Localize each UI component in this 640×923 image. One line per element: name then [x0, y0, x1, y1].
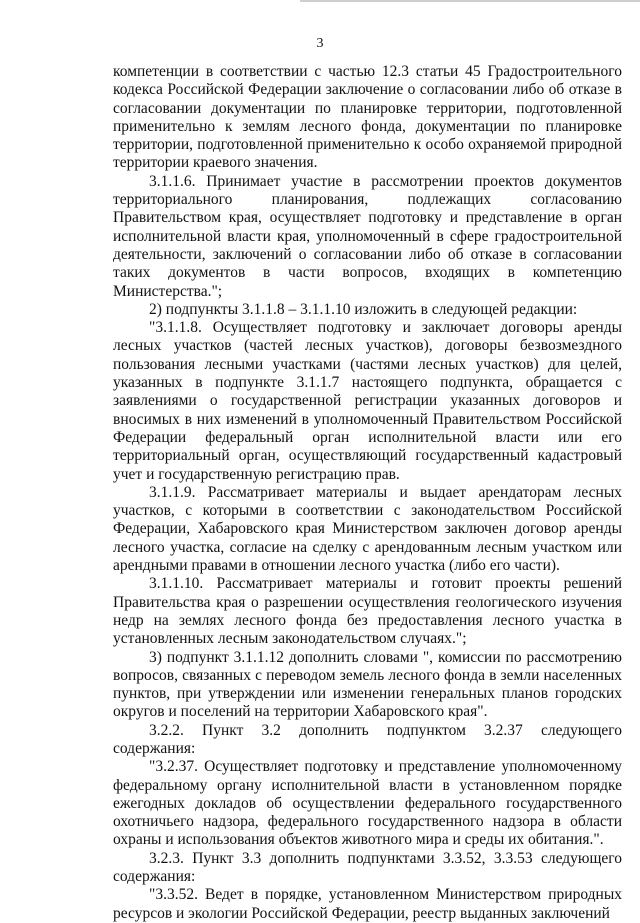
paragraph-3-2-2: 3.2.2. Пункт 3.2 дополнить подпунктом 3.2.37 следующего содержания: [113, 721, 622, 757]
page-number: 3 [316, 36, 324, 51]
paragraph-3-3-52: "3.3.52. Ведет в порядке, установленном Министерством природных ресурсов и экологии Российской Федерации, реестр выданных заключений [113, 886, 622, 922]
paragraph-item-2: 2) подпункты 3.1.1.8 – 3.1.1.10 изложить в следующей редакции: [149, 300, 578, 318]
paragraph-3-1-1-6: 3.1.1.6. Принимает участие в рассмотрении проектов документов территориального планирования, подлежащих согласованию Правительством края, осуществляет подготовку и представление в орган исполнительной власти края, уполномоченный в сфере градостроительной деятельности, заключений о согласовании либо об отказе в согласовании таких документов в части вопросов, входящих в компетенцию Министерства."; [113, 172, 622, 300]
paragraph-3-1-1-9: 3.1.1.9. Рассматривает материалы и выдает арендаторам лесных участков, с которыми в соответствии с законодательством Российской Федерации, Хабаровского края Министерством заключен договор аренды лесного участка, согласие на сделку с арендованным лесным участком или арендными правами в отношении лесного участка (либо его части). [113, 483, 622, 575]
paragraph-3-1-1-8: "3.1.1.8. Осуществляет подготовку и заключает договоры аренды лесных участков (частей лесных участков), договоры безвозмездного пользования лесными участками (частями лесных участков) для целей, указанных в подпункте 3.1.1.7 настоящего подпункта, обращается с заявлениями о государственной регистрации указанных договоров и вносимых в них изменений в уполномоченный Правительством Российской Федерации федеральный орган исполнительной власти или его территориальный орган, осуществляющий государственный кадастровый учет и государственную регистрацию прав. [113, 319, 622, 483]
paragraph-3-2-3: 3.2.3. Пункт 3.3 дополнить подпунктами 3.3.52, 3.3.53 следующего содержания: [113, 849, 622, 886]
paragraph-continuation: компетенции в соответствии с частью 12.3 статьи 45 Градостроительного кодекса Российской Федерации заключение о согласовании либо об отказе в согласовании документации по планировке территории, подготовленной применительно к землям лесного фонда, документации по планировке территории, подготовленной применительно к особо охраняемой природной территории краевого значения. [113, 63, 622, 172]
document-body [113, 63, 622, 923]
paragraph-3-2-37: "3.2.37. Осуществляет подготовку и представление уполномоченному федеральному органу исполнительной власти в установленном порядке ежегодных докладов об осуществлении федерального государственного охотничьего надзора, федерального государственного надзора в области охраны и использования объектов животного мира и среды их обитания.". [113, 758, 622, 849]
paragraph-3-1-1-10: 3.1.1.10. Рассматривает материалы и готовит проекты решений Правительства края о разрешении осуществления геологического изучения недр на землях лесного фонда без предоставления лесного участка в установленных лесным законодательством случаях."; [113, 575, 622, 648]
scan-edge-line [300, 0, 640, 2]
paragraph-item-3: 3) подпункт 3.1.1.12 дополнить словами ", комиссии по рассмотрению вопросов, связанных с переводом земель лесного фонда в земли населенных пунктов, при утверждении или изменении генеральных планов городских округов и поселений на территории Хабаровского края". [113, 648, 622, 721]
